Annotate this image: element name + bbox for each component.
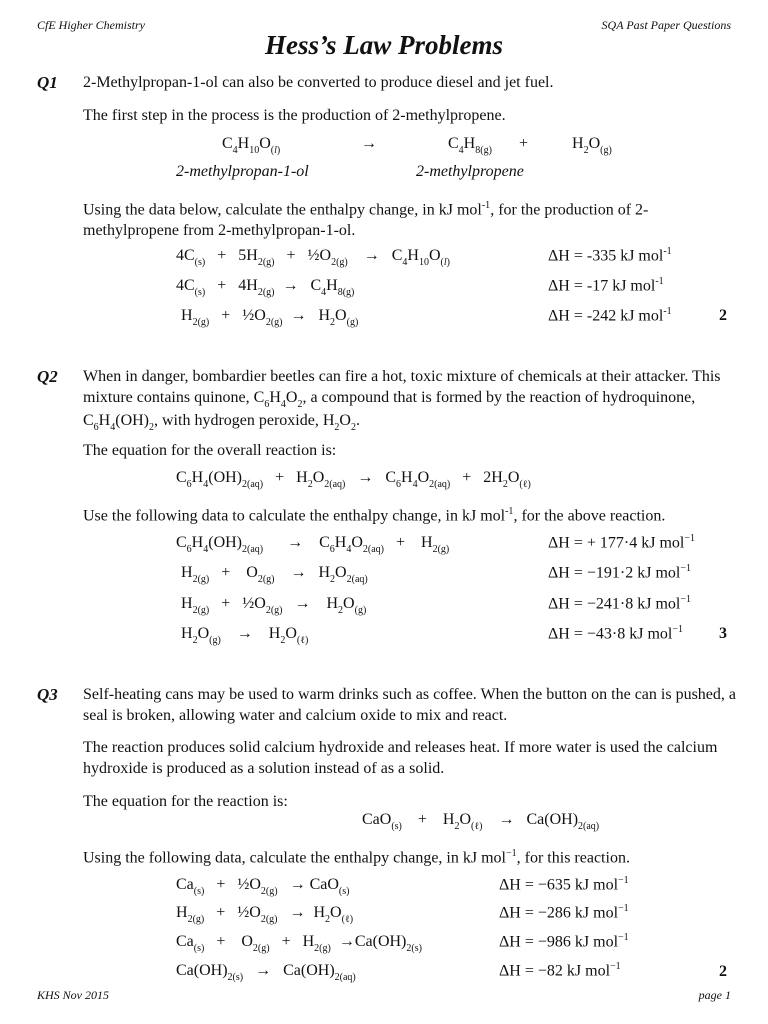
- q3-eq: CaO$_{(s)}$ + $H_2O_{(\ell)}$ → $Ca(OH)_{2(aq)}$: [362, 811, 600, 832]
- q3-instruction: Using the following data, calculate the enthalpy change, in kJ mol$^{-1}$, for this reaction.: [83, 848, 630, 867]
- q3-dh1: ΔH = −635 kJ mol$^{-1}$: [499, 875, 629, 894]
- footer-left: KHS Nov 2015: [37, 988, 109, 1002]
- q2-data-eq4: $H_2O_{(g)}$ → $H_2O_{(\ell)}$: [181, 625, 309, 646]
- q2-data-eq3: $H_{2(g)}$ + $\frac{1}{2}O_{2(g)}$ → $H_2O_{(g)}$: [181, 595, 367, 616]
- header-left: CfE Higher Chemistry: [37, 18, 145, 32]
- q3-data-eq2: $H_{2(g)}$ + $\frac{1}{2}O_{2(g)} \to H_2O_{(\ell)}$: [176, 904, 354, 925]
- q1-label: Q1: [37, 73, 58, 92]
- q1-dh2: ΔH = -17 kJ mol$^{-1}$: [548, 276, 664, 295]
- footer-right: page 1: [698, 988, 731, 1002]
- q2-dh1: ΔH = + 177·4 kJ mol$^{-1}$: [548, 533, 695, 552]
- q2-overall-eq: $C_6H_4(OH)_{2(aq)} + H_2O_{2(aq)} \to C_6H_4O_{2(aq)} + 2H_2O_{(\ell)}$: [176, 469, 531, 490]
- q2-dh4: ΔH = −43·8 kJ mol$^{-1}$: [548, 624, 683, 643]
- q2-marks: 3: [719, 625, 727, 642]
- page-title: Hess’s Law Problems: [265, 30, 503, 60]
- q3-eq-label: The equation for the reaction is:: [83, 793, 288, 810]
- q3-dh4: ΔH = −82 kJ mol$^{-1}$: [499, 961, 621, 980]
- q1-data-eq3: $H_{2(g)}$ + $\frac{1}{2}O_{2(g)} \to H_2O_{(g)}$: [181, 307, 359, 328]
- q3-dh2: ΔH = −286 kJ mol$^{-1}$: [499, 903, 629, 922]
- q3-data-eq3: $Ca_{(s)}$ + $O_{2(g)} + H_{2(g)} \to Ca(OH)_{2(s)}$: [176, 933, 422, 954]
- q2-data-eq2: $H_{2(g)}$ + $O_{2(g)}$ → $H_2O_{2(aq)}$: [181, 564, 368, 585]
- q2-dh2: ΔH = −191·2 kJ mol$^{-1}$: [548, 563, 691, 582]
- q1-eq-reactant: $C_4H_{10}O_{(l)}$: [222, 135, 281, 156]
- q1-instruction: Using the data below, calculate the enthalpy change, in kJ mol$^{-1}$, for the production of 2-methylpropene from 2-methylpropan-1-ol.: [83, 200, 649, 240]
- header-right: SQA Past Paper Questions: [601, 18, 731, 32]
- q1-data-eq2: $4C_{(s)} + 4H_{2(g)} \to C_4H_{8(g)}$: [176, 277, 355, 298]
- q3-label: Q3: [37, 685, 58, 704]
- q1-eq-product1: $C_4H_{8(g)}$: [448, 135, 492, 156]
- q2-data-eq1: $C_6H_4(OH)_{2(aq)}$ → $C_6H_4O_{2(aq)}$ + $H_{2(g)}$: [176, 534, 450, 555]
- q2-label: Q2: [37, 367, 58, 386]
- q1-eq-product2: $H_2O_{(g)}$: [572, 135, 612, 156]
- q1-intro1: 2-Methylpropan-1-ol can also be converted to produce diesel and jet fuel.: [83, 74, 554, 91]
- q2-dh3: ΔH = −241·8 kJ mol$^{-1}$: [548, 594, 691, 613]
- q2-overall-label: The equation for the overall reaction is:: [83, 442, 337, 459]
- plus: +: [519, 135, 529, 152]
- q1-dh3: ΔH = -242 kJ mol$^{-1}$: [548, 306, 672, 325]
- q1-dh1: ΔH = -335 kJ mol$^{-1}$: [548, 246, 672, 265]
- arrow: →: [361, 135, 377, 152]
- q1-reactant-name: 2-methylpropan-1-ol: [176, 163, 309, 180]
- q1-product-name: 2-methylpropene: [416, 163, 524, 180]
- q3-paragraph1: Self-heating cans may be used to warm drinks such as coffee. When the button on the can is pushed, a seal is broken, allowing water and calcium oxide to mix and react.: [83, 686, 737, 724]
- q3-data-eq1: $Ca_{(s)}$ + $\frac{1}{2}O_{2(g)} \to CaO_{(s)}$: [176, 876, 350, 897]
- q1-marks: 2: [719, 307, 727, 324]
- q3-marks: 2: [719, 963, 727, 980]
- q3-paragraph2: The reaction produces solid calcium hydroxide and releases heat. If more water is used the calcium hydroxide is produced as a solution instead of as a solid.: [83, 739, 718, 777]
- q2-instruction: Use the following data to calculate the enthalpy change, in kJ mol$^{-1}$, for the above reaction.: [83, 506, 666, 525]
- q3-data-eq4: $Ca(OH)_{2(s)} \to Ca(OH)_{2(aq)}$: [176, 962, 356, 983]
- q1-intro2: The first step in the process is the production of 2-methylpropene.: [83, 107, 506, 124]
- q1-data-eq1: $4C_{(s)} + 5H_{2(g)}$ + $\frac{1}{2}O_{2(g)}$ → $C_4H_{10}O_{(l)}$: [176, 247, 450, 268]
- q2-paragraph: When in danger, bombardier beetles can fire a hot, toxic mixture of chemicals at their attacker. This mixture contains quinone, $C_6H_4O_2$, a compound that is formed by the reaction of hydroquinone, $C_6H_4(OH)_2$, with hydrogen peroxide, $H_2O_2$.: [83, 368, 721, 433]
- q3-dh3: ΔH = −986 kJ mol$^{-1}$: [499, 932, 629, 951]
